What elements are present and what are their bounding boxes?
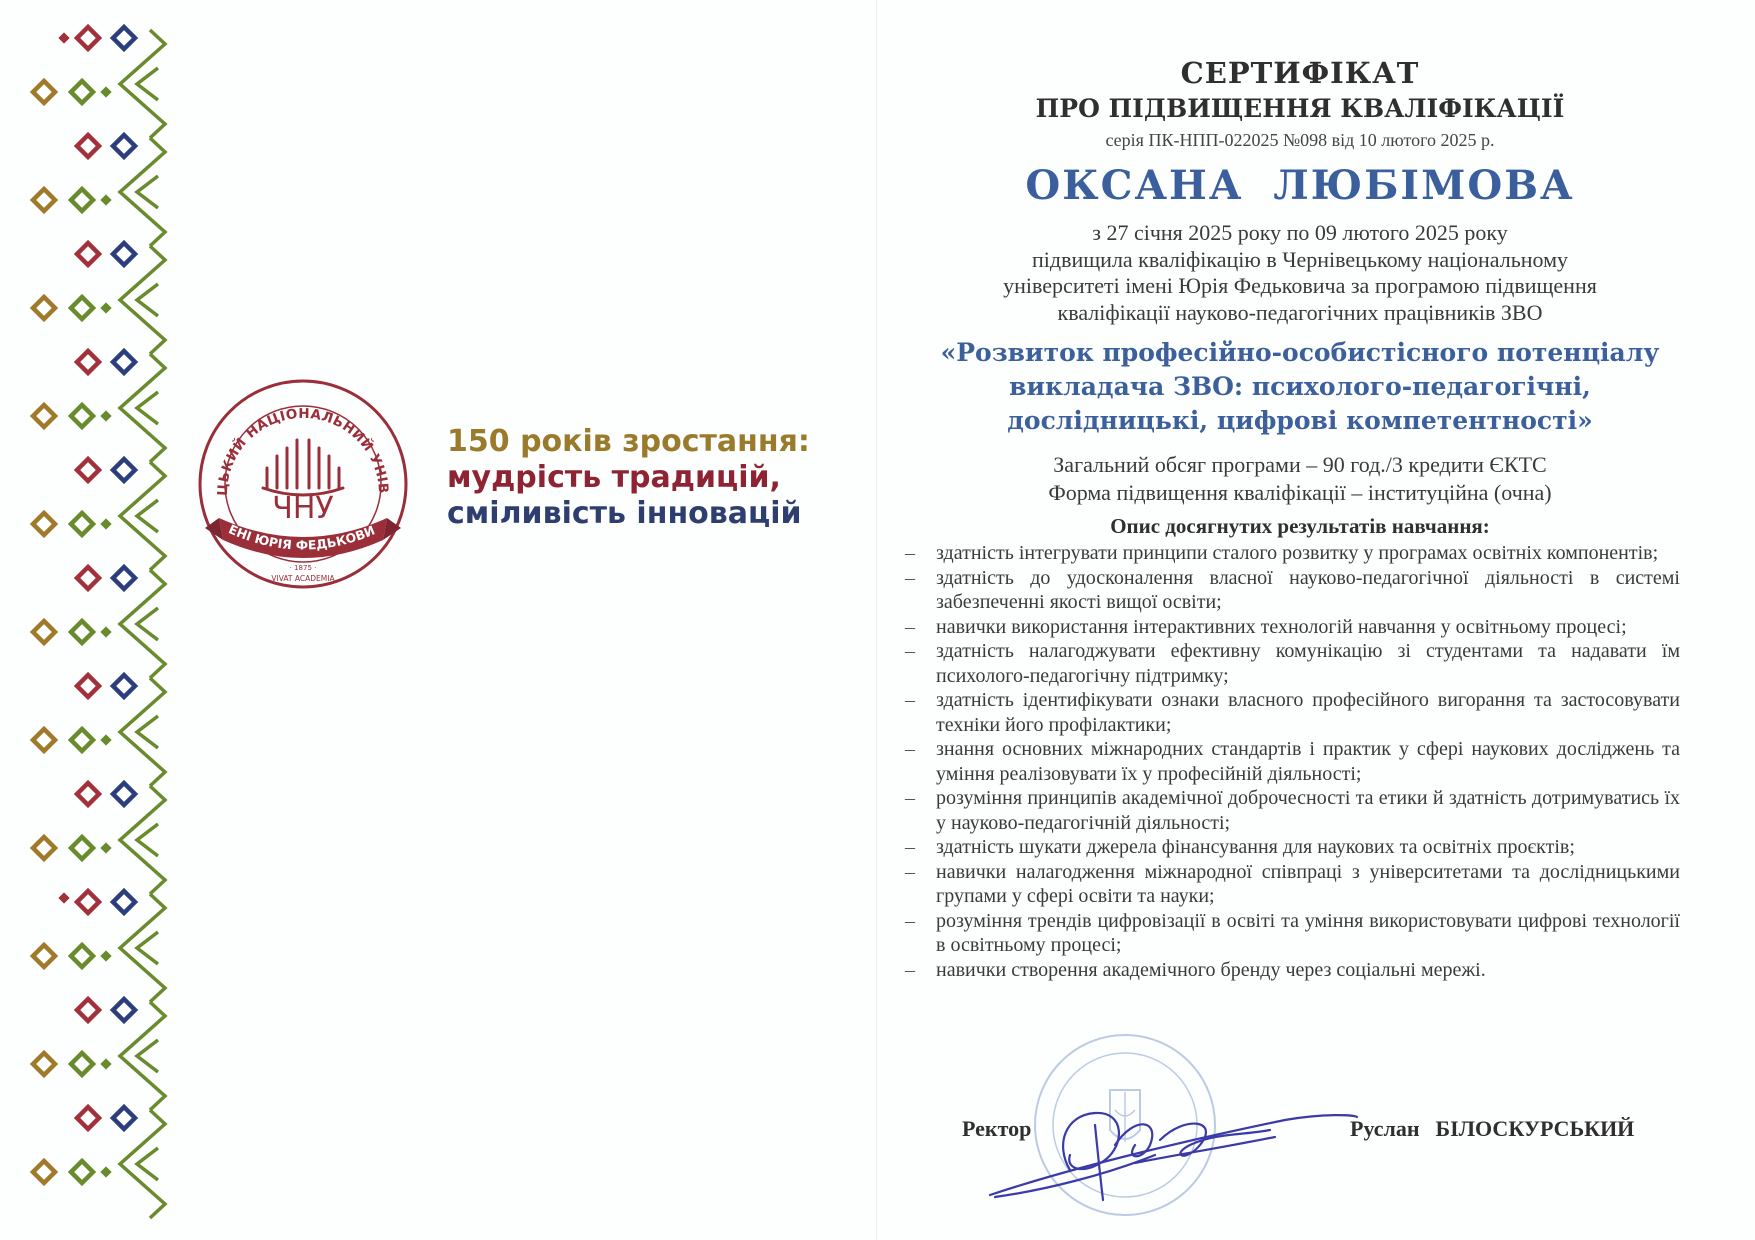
diamond-red-icon [77,999,99,1021]
diamond-blue-icon [113,459,135,481]
svg-text:VIVAT ACADEMIA: VIVAT ACADEMIA [271,574,335,583]
ornament-dot [100,842,111,853]
diamond-blue-icon [113,783,135,805]
university-seal [197,378,409,590]
diamond-blue-icon [113,135,135,157]
diamond-blue-icon [113,351,135,373]
diamond-green-icon [71,405,93,427]
diamond-green-icon [71,189,93,211]
outcome-text: навички використання інтерактивних технологій навчання у освітньому процесі; [936,615,1627,638]
certificate-body [900,220,1700,326]
diamond-blue-icon [113,27,135,49]
ornament-dot [58,32,69,43]
slogan-line-2: мудрість традицій, [447,460,781,495]
svg-text:· 1875 ·: · 1875 · [289,564,317,572]
ornament-dot [100,1166,111,1177]
slogan-line-3: сміливість інновацій [447,496,802,531]
diamond-ochre-icon [33,1053,55,1075]
seal-monogram: ЧНУ [272,491,334,526]
diamond-red-icon [77,243,99,265]
ornament-dot [100,194,111,205]
anniversary-slogan [447,424,810,532]
diamond-ochre-icon [33,729,55,751]
list-item [900,688,1680,737]
outcome-text: здатність налагоджувати ефективну комунікацію зі студентами та надавати їм психолого-педагогічну підтримку; [936,640,1680,687]
dash-marker: – [905,566,915,589]
diamond-ochre-icon [33,297,55,319]
ornament-dot [100,518,111,529]
rector-label: Ректор [962,1116,1032,1141]
program-details [900,451,1700,507]
dash-marker: – [905,958,915,981]
program-line: викладача ЗВО: психолого-педагогічні, [1009,372,1591,401]
outcomes-list [900,541,1680,982]
list-item [900,541,1680,566]
outcome-text: знання основних міжнародних стандартів і практик у сфері наукових досліджень та уміння реалізовувати їх у професійній діяльності; [936,738,1680,785]
diamond-green-icon [71,837,93,859]
outcome-text: здатність ідентифікувати ознаки власного професійного вигорання та застосовувати техніки його профілактики; [936,689,1680,736]
svg-text:ЧЕРНІВЕЦЬКИЙ НАЦІОНАЛЬНИЙ УНІВ: ЦЬКИЙ НАЦІОНАЛЬНИЙ УНІВ [214,405,392,497]
diamond-ochre-icon [33,405,55,427]
list-item [900,566,1680,615]
diamond-blue-icon [113,675,135,697]
diamond-green-icon [71,729,93,751]
rector-signature [985,1075,1365,1210]
list-item [900,615,1680,640]
list-item [900,737,1680,786]
diamond-blue-icon [113,567,135,589]
rector-last-name: БІЛОСКУРСЬКИЙ [1435,1116,1635,1141]
ornament-border [0,0,200,1240]
dash-marker: – [905,640,915,662]
ornament-dot [100,302,111,313]
list-item [900,958,1680,983]
dash-marker: – [905,689,915,711]
program-form: Форма підвищення кваліфікації – інституційна (очна) [1048,480,1552,505]
diamond-red-icon [77,675,99,697]
slogan-line-1: 150 років зростання: [447,424,810,459]
diamond-green-icon [71,81,93,103]
outcome-text: здатність до удосконалення власної науково-педагогічної діяльності в системі забезпеченні якості вищої освіти; [936,566,1680,613]
diamond-ochre-icon [33,621,55,643]
list-item [900,835,1680,860]
outcomes-heading: Опис досягнутих результатів навчання: [1110,514,1490,538]
ornament-dot [100,950,111,961]
diamond-ochre-icon [33,513,55,535]
rector-name [1350,1116,1634,1142]
diamond-green-icon [71,1053,93,1075]
outcome-text: здатність інтегрувати принципи сталого розвитку у програмах освітніх компонентів; [936,542,1659,564]
diamond-ochre-icon [33,1161,55,1183]
diamond-red-icon [77,351,99,373]
certificate-title: СЕРТИФІКАТ [1180,56,1420,90]
outcome-text: здатність шукати джерела фінансування для наукових та освітніх проєктів; [936,836,1575,858]
ornament-dot [100,626,111,637]
body-line: університеті імені Юрія Федьковича за програмою підвищення [1003,273,1597,298]
ornament-dot [58,892,69,903]
diamond-green-icon [71,513,93,535]
diamond-ochre-icon [33,189,55,211]
diamond-red-icon [77,783,99,805]
diamond-ochre-icon [33,81,55,103]
ornament-dot [100,1058,111,1069]
diamond-red-icon [77,891,99,913]
certificate-subtitle: ПРО ПІДВИЩЕННЯ КВАЛІФІКАЦІЇ [1035,94,1565,123]
outcome-text: розуміння принципів академічної доброчесності та етики й здатність дотримуватись їх у науково-педагогічній діяльності; [936,787,1680,834]
ornament-dot [100,734,111,745]
diamond-blue-icon [113,891,135,913]
list-item [900,639,1680,688]
program-line: дослідницькі, цифрові компетентності» [1007,406,1593,435]
diamond-red-icon [77,459,99,481]
program-line: «Розвиток професійно-особистісного потенціалу [940,338,1660,367]
list-item [900,786,1680,835]
outcome-text: навички створення академічного бренду через соціальні мережі. [936,958,1486,981]
diamond-red-icon [77,1107,99,1129]
recipient-name: ОКСАНА ЛЮБІМОВА [1025,162,1575,209]
diamond-blue-icon [113,1107,135,1129]
fold-line [876,0,877,1240]
list-item [900,909,1680,958]
dash-marker: – [905,860,915,883]
dash-marker: – [905,738,915,760]
body-line: кваліфікації науково-педагогічних працівників ЗВО [1057,299,1543,325]
diamond-green-icon [71,621,93,643]
diamond-ochre-icon [33,945,55,967]
program-volume: Загальний обсяг програми – 90 год./3 кредити ЄКТС [1053,452,1547,477]
diamond-red-icon [77,135,99,157]
diamond-red-icon [77,567,99,589]
program-title [900,336,1700,438]
diamond-blue-icon [113,999,135,1021]
outcome-text: розуміння трендів цифровізації в освіті та уміння використовувати цифрові технології в освітньому процесі; [936,909,1680,956]
certificate-series: серія ПК-НПП-022025 №098 від 10 лютого 2025 р. [1105,130,1495,150]
diamond-green-icon [71,1161,93,1183]
svg-text:ІМЕНІ ЮРІЯ ФЕДЬКОВИЧА: ЕНІ ЮРІЯ ФЕДЬКОВИ [226,521,378,553]
ornament-dot [100,86,111,97]
diamond-green-icon [71,945,93,967]
diamond-red-icon [77,27,99,49]
dash-marker: – [905,909,915,932]
dash-marker: – [905,836,915,858]
dash-marker: – [905,615,915,638]
ornament-dot [100,410,111,421]
diamond-blue-icon [113,243,135,265]
diamond-ochre-icon [33,837,55,859]
outcome-text: навички налагодження міжнародної співпраці з університетами та дослідницькими групами у сфері освіти та науки; [936,860,1680,907]
body-line: підвищила кваліфікацію в Чернівецькому національному [1031,246,1569,272]
dash-marker: – [905,542,915,564]
body-line: з 27 січня 2025 року по 09 лютого 2025 року [1092,220,1508,245]
diamond-green-icon [71,297,93,319]
rector-first-name: Руслан [1350,1116,1420,1141]
dash-marker: – [905,787,915,809]
list-item [900,860,1680,909]
